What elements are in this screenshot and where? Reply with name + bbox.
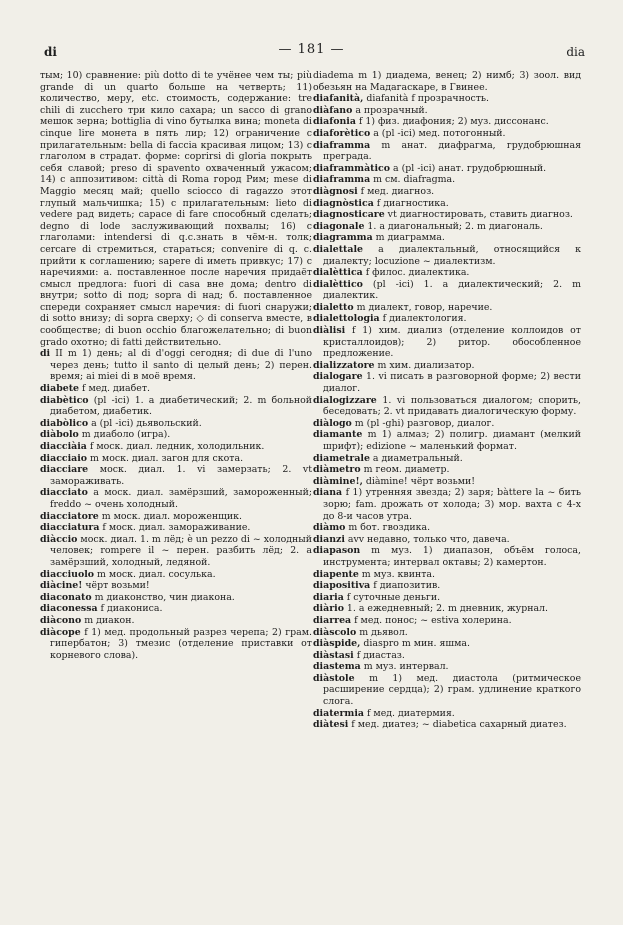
entry-headword: diabètico <box>40 394 89 406</box>
dictionary-entry: тым; 10) сравнение: più dotto di te учёнее чем ты; più grande di un quarto больше на четверть; 11) количество, меру, etc. стоимость, содержание: tre chili di zucchero три кило сахара; un sacco di grano мешок зерна; bottiglia di vino бутылка вина; moneta di cinque lire монета в пять лир; 12) ограничение с прилагательным: bella di faccia красивая лицом; 13) с глаголом в страдат. форме: coprirsi di gloria покрыть себя славой; preso di spavento охваченный ужасом; 14) с аппозитивом: città di Roma город Рим; mese di Maggio месяц май; quello sciocco di ragazzo этот глупый мальчишка; 15) с прилагательным: lieto di vedere рад видеть; capace di fare способный сделать; degno di lode заслуживающий похвалы; 16) с глаголами: intendersi di q.c.знать в чём-н. толк; cercare di стремиться, стараться; convenire di q. c. прийти к соглашению; sapere di иметь привкус; 17) с наречиями: а. поставленное после наречия придаёт смысл предлога: fuori di casa вне дома; dentro di внутри; sotto di под; sopra di над; б. поставленное спереди сохраняет смысл наречия: di fuori снаружи; di sotto внизу; di sopra сверху; ◇ di conserva вместе, в сообществе; di buon occhio благожелательно; di buon grado охотно; di fatti действительно. <box>40 70 312 348</box>
page-number: — 181 — <box>278 42 345 57</box>
entry-headword: diana <box>313 487 343 499</box>
entry-headword: diàstasi <box>313 649 354 661</box>
entry-headword: diàspide, <box>313 638 361 650</box>
entry-headword: diapositiva <box>313 580 371 592</box>
entry-headword: diabete <box>40 383 80 395</box>
dictionary-entry: diaria f суточные деньги. <box>313 591 441 603</box>
entry-headword: diaframma <box>313 139 371 151</box>
entry-headword: diafanità, <box>313 93 364 105</box>
dictionary-entry: diagnosticare vt диагностировать, ставить диагноз. <box>313 209 573 221</box>
entry-headword: diàcine! <box>40 580 83 592</box>
dictionary-entry: diabòlico а (pl -ici) дьявольский. <box>40 417 202 429</box>
entry-headword: diarrea <box>313 614 352 626</box>
dictionary-entry: diaframmàtico а (pl -ici) анат. грудобрюшный. <box>313 162 547 174</box>
entry-headword: diagonale <box>313 220 365 232</box>
entry-headword: diàmo <box>313 522 346 534</box>
dictionary-entry: diapente m муз. квинта. <box>313 568 435 580</box>
entry-headword: diàmetro <box>313 464 361 476</box>
dictionary-entry: diacciare моск. диал. 1. vi замерзать; 2. vt замораживать. <box>40 464 312 487</box>
dictionary-entry: diagramma m диаграмма. <box>313 232 445 244</box>
entry-headword: diàcope <box>40 626 81 638</box>
entry-headword: dialèttico <box>313 278 363 290</box>
entry-headword: dialogare <box>313 371 363 383</box>
dictionary-entry: diapositiva f диапозитив. <box>313 580 441 592</box>
entry-headword: diatermia <box>313 707 364 719</box>
entry-headword: diàgnosi <box>313 185 358 197</box>
dictionary-entry: diàfano а прозрачный. <box>313 104 428 116</box>
dictionary-entry: diacciuolo m моск. диал. сосулька. <box>40 568 216 580</box>
entry-headword: dialettale <box>313 243 363 255</box>
entry-headword: dialogizzare <box>313 394 377 406</box>
dictionary-entry: diacciato а моск. диал. замёрзший, замороженный; freddo ~ очень холодный. <box>40 487 312 510</box>
dictionary-entry: dialogare 1. vi писать в разговорной форме; 2) вести диалог. <box>313 371 581 395</box>
dictionary-entry: diarrea f мед. понос; ~ estiva холерина. <box>313 614 512 626</box>
entry-headword: diacciato <box>40 487 88 499</box>
dictionary-entry: diàscolo m дьявол. <box>313 626 408 638</box>
dictionary-entry: diaforètico а (pl -ici) мед. потогонный. <box>313 127 506 139</box>
dictionary-entry: diaconessa f диакониса. <box>40 603 163 615</box>
entry-headword: diagnosticare <box>313 209 385 221</box>
entry-headword: diaria <box>313 591 344 603</box>
dictionary-entry: dialettale а диалектальный, относящийся к диалекту; locuzione ~ диалектизм. <box>313 243 581 267</box>
dictionary-entry: dializzatore m хим. диализатор. <box>313 359 475 371</box>
entry-headword: diàtesi <box>313 719 349 731</box>
dictionary-entry: dialetto m диалект, говор, наречие. <box>313 301 493 313</box>
dictionary-entry: diamante m 1) алмаз; 2) полигр. диамант (мелкий шрифт); edizione ~ маленький формат. <box>313 429 581 452</box>
entry-headword: diaconessa <box>40 603 98 615</box>
entry-headword: diàstole <box>313 672 355 684</box>
dictionary-entry: diàstole m 1) мед. диастола (ритмическое расширение сердца); 2) грам. удлинение краткого слога. <box>313 672 581 708</box>
entry-headword: diaframma <box>313 174 371 186</box>
dictionary-entry: diapason m муз. 1) диапазон, объём голоса, инструмента; интервал октавы; 2) камертон. <box>313 545 581 568</box>
entry-headword: dialèttica <box>313 267 363 279</box>
dictionary-entry: diafonia f 1) физ. диафония; 2) муз. диссонанс. <box>313 116 549 128</box>
entry-headword: diafonia <box>313 116 356 128</box>
entry-headword: diamante <box>313 429 363 441</box>
entry-headword: diàscolo <box>313 626 357 638</box>
entry-headword: di <box>40 348 51 360</box>
dictionary-entry: diacciàia f моск. диал. ледник, холодильник. <box>40 441 265 452</box>
entry-headword: diacciatore <box>40 510 99 522</box>
entry-headword: diacciuolo <box>40 568 95 580</box>
entry-headword: diàfano <box>313 104 353 116</box>
entry-headword: diàrio <box>313 603 344 615</box>
dictionary-entry: diàstasi f диастаз. <box>313 649 405 661</box>
left-running-head: di <box>44 45 57 59</box>
dictionary-entry: diaconato m диаконство, чин диакона. <box>40 591 235 603</box>
entry-headword: diacciatura <box>40 522 100 534</box>
entry-headword: diacciàia <box>40 441 87 452</box>
dictionary-entry: diagnòstica f диагностика. <box>313 197 449 209</box>
dictionary-entry: diàmetro m геом. диаметр. <box>313 464 450 476</box>
dictionary-entry: diàbolo m диаболо (игра). <box>40 429 171 441</box>
dictionary-entry: diàccio моск. диал. 1. m лёд; è un pezzo di ~ холодный человек; rompere il ~ перен. разбить лёд; 2. a замёрзший, холодный, ледяной. <box>40 533 312 568</box>
right-running-head: dia <box>566 45 585 59</box>
entry-headword: diapason <box>313 545 361 557</box>
dictionary-entry: diàcine! чёрт возьми! <box>40 580 150 592</box>
dictionary-entry: diaframma m см. diafragma. <box>313 174 456 186</box>
dictionary-entry: diaframma m анат. диафрагма, грудобрюшная преграда. <box>313 139 581 163</box>
dictionary-entry: dialettologia f диалектология. <box>313 313 467 325</box>
dictionary-entry: diana f 1) утренняя звезда; 2) заря; bàttere la ~ бить зорю; fam. дрожать от холода; 3) мор. вахта с 4-х до 8-и часов утра. <box>313 487 581 522</box>
page-header <box>0 42 623 64</box>
entry-headword: diaconato <box>40 591 92 603</box>
dictionary-entry: diàgnosi f мед. диагноз. <box>313 185 435 197</box>
dictionary-entry: diàtesi f мед. диатез; ~ diabetica сахарный диатез. <box>313 719 567 731</box>
dictionary-entry: dialèttico (pl -ici) 1. а диалектический; 2. m диалектик. <box>313 278 581 302</box>
dictionary-entry: diametrale а диаметральный. <box>313 452 463 464</box>
entry-headword: diacciaio <box>40 452 88 464</box>
dictionary-entry: diatermia f мед. диатермия. <box>313 707 455 719</box>
dictionary-entry: diacciaio m моск. диал. загон для скота. <box>40 452 244 464</box>
dictionary-entry: diacciatura f моск. диал. замораживание. <box>40 522 251 534</box>
dictionary-entry: dialogizzare 1. vi пользоваться диалогом; спорить, беседовать; 2. vt придавать диалогическую форму. <box>313 394 581 418</box>
dictionary-entry: diadema m 1) диадема, венец; 2) нимб; 3) зоол. вид обезьян на Мадагаскаре, в Гвинее. <box>313 70 581 93</box>
entry-headword: diàcono <box>40 614 82 626</box>
entry-headword: dializzatore <box>313 359 375 371</box>
dictionary-entry: diàlogo m (pl -ghi) разговор, диалог. <box>313 417 495 429</box>
entry-headword: dianzi <box>313 533 345 545</box>
dictionary-entry: dianzi avv недавно, только что, давеча. <box>313 533 510 545</box>
dictionary-entry: diabètico (pl -ici) 1. а диабетический; 2. m больной диабетом, диабетик. <box>40 394 312 418</box>
entry-headword: diaforètico <box>313 127 371 139</box>
dictionary-entry: dialèttica f филос. диалектика. <box>313 267 470 279</box>
entry-headword: diàbolo <box>40 429 79 441</box>
entry-headword: dialettologia <box>313 313 380 325</box>
dictionary-entry: diàrio 1. а ежедневный; 2. m дневник, журнал. <box>313 603 548 615</box>
dictionary-entry: diàmine!, diàmine! чёрт возьми! <box>313 475 475 487</box>
entry-headword: diapente <box>313 568 359 580</box>
entry-headword: diaframmàtico <box>313 162 391 174</box>
entry-headword: diàlogo <box>313 417 352 429</box>
dictionary-entry: diafanità, diafanità f прозрачность. <box>313 93 490 105</box>
entry-headword: diàmine!, <box>313 475 363 487</box>
entry-headword: diàlisi <box>313 325 346 337</box>
entry-headword: diastema <box>313 661 361 673</box>
entry-headword: diagramma <box>313 232 373 244</box>
dictionary-entry: diagonale 1. а диагональный; 2. m диагональ. <box>313 220 543 232</box>
dictionary-entry: diàcope f 1) мед. продольный разрез черепа; 2) грам. гипербатон; 3) тмезис (отделение приставки от корневого слова). <box>40 626 312 661</box>
dictionary-entry: diàcono m диакон. <box>40 614 135 626</box>
dictionary-entry: diàmo m бот. гвоздика. <box>313 522 431 534</box>
dictionary-entry: diacciatore m моск. диал. мороженщик. <box>40 510 242 522</box>
dictionary-entry: di II m 1) день; al di d'oggi сегодня; di due di l'uno через день; tutto il santo di целый день; 2) перен. время; ai miei di в моё время. <box>40 348 312 383</box>
dictionary-entry: diàlisi f 1) хим. диализ (отделение коллоидов от кристаллоидов); 2) ритор. обособленное предложение. <box>313 325 581 360</box>
entry-headword: diametrale <box>313 452 370 464</box>
dictionary-entry: diabete f мед. диабет. <box>40 383 150 395</box>
dictionary-entry: diastema m муз. интервал. <box>313 661 449 673</box>
right-column <box>313 70 581 830</box>
entry-headword: diàccio <box>40 533 78 545</box>
entry-headword: diacciare <box>40 464 89 476</box>
entry-headword: diabòlico <box>40 417 89 429</box>
entry-headword: dialetto <box>313 301 354 313</box>
entry-headword: diagnòstica <box>313 197 374 209</box>
left-column <box>40 70 312 830</box>
dictionary-entry: diàspide, diaspro m мин. яшма. <box>313 638 470 650</box>
